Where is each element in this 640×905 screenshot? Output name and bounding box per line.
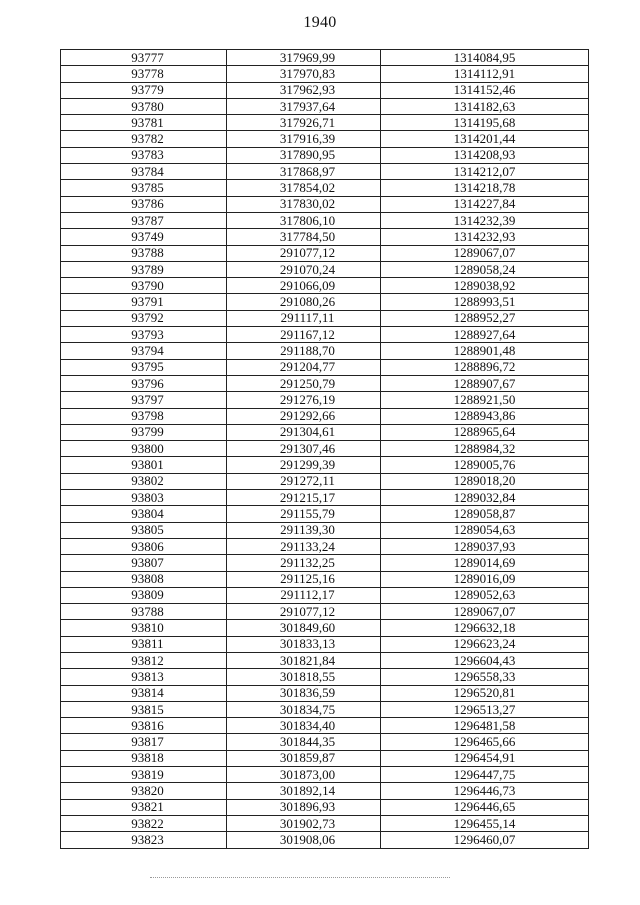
x-coordinate-cell: 291304,61	[227, 424, 381, 440]
y-coordinate-cell: 1289005,76	[381, 457, 589, 473]
table-row	[61, 490, 589, 506]
y-coordinate-cell: 1289032,84	[381, 490, 589, 506]
x-coordinate-cell: 291167,12	[227, 327, 381, 343]
point-number-cell: 93798	[61, 408, 227, 424]
point-number-cell: 93787	[61, 212, 227, 228]
table-row	[61, 82, 589, 98]
y-coordinate-cell: 1296446,65	[381, 799, 589, 815]
table-row	[61, 685, 589, 701]
table-row	[61, 343, 589, 359]
point-number-cell: 93788	[61, 604, 227, 620]
point-number-cell: 93783	[61, 147, 227, 163]
x-coordinate-cell: 301902,73	[227, 815, 381, 831]
point-number-cell: 93823	[61, 832, 227, 848]
y-coordinate-cell: 1314232,39	[381, 212, 589, 228]
table-row	[61, 261, 589, 277]
table-row	[61, 555, 589, 571]
y-coordinate-cell: 1288965,64	[381, 424, 589, 440]
x-coordinate-cell: 291133,24	[227, 538, 381, 554]
y-coordinate-cell: 1296447,75	[381, 767, 589, 783]
point-number-cell: 93777	[61, 50, 227, 66]
point-number-cell: 93808	[61, 571, 227, 587]
point-number-cell: 93799	[61, 424, 227, 440]
y-coordinate-cell: 1314232,93	[381, 229, 589, 245]
table-row	[61, 98, 589, 114]
table-row	[61, 245, 589, 261]
point-number-cell: 93814	[61, 685, 227, 701]
y-coordinate-cell: 1289018,20	[381, 473, 589, 489]
x-coordinate-cell: 301859,87	[227, 750, 381, 766]
x-coordinate-cell: 291070,24	[227, 261, 381, 277]
table-row	[61, 783, 589, 799]
x-coordinate-cell: 291117,11	[227, 310, 381, 326]
table-row	[61, 457, 589, 473]
y-coordinate-cell: 1314112,91	[381, 66, 589, 82]
y-coordinate-cell: 1288901,48	[381, 343, 589, 359]
point-number-cell: 93796	[61, 375, 227, 391]
x-coordinate-cell: 291250,79	[227, 375, 381, 391]
point-number-cell: 93822	[61, 815, 227, 831]
point-number-cell: 93788	[61, 245, 227, 261]
table-row	[61, 294, 589, 310]
point-number-cell: 93779	[61, 82, 227, 98]
x-coordinate-cell: 301834,75	[227, 701, 381, 717]
y-coordinate-cell: 1289067,07	[381, 604, 589, 620]
x-coordinate-cell: 317962,93	[227, 82, 381, 98]
table-row	[61, 538, 589, 554]
x-coordinate-cell: 291125,16	[227, 571, 381, 587]
point-number-cell: 93797	[61, 392, 227, 408]
y-coordinate-cell: 1296513,27	[381, 701, 589, 717]
y-coordinate-cell: 1314195,68	[381, 115, 589, 131]
x-coordinate-cell: 317937,64	[227, 98, 381, 114]
table-row	[61, 734, 589, 750]
y-coordinate-cell: 1314182,63	[381, 98, 589, 114]
y-coordinate-cell: 1289058,24	[381, 261, 589, 277]
point-number-cell: 93781	[61, 115, 227, 131]
y-coordinate-cell: 1314218,78	[381, 180, 589, 196]
y-coordinate-cell: 1296604,43	[381, 652, 589, 668]
y-coordinate-cell: 1288984,32	[381, 441, 589, 457]
x-coordinate-cell: 317890,95	[227, 147, 381, 163]
y-coordinate-cell: 1296558,33	[381, 669, 589, 685]
x-coordinate-cell: 301836,59	[227, 685, 381, 701]
y-coordinate-cell: 1288896,72	[381, 359, 589, 375]
x-coordinate-cell: 301908,06	[227, 832, 381, 848]
point-number-cell: 93789	[61, 261, 227, 277]
point-number-cell: 93805	[61, 522, 227, 538]
table-row	[61, 164, 589, 180]
point-number-cell: 93821	[61, 799, 227, 815]
y-coordinate-cell: 1288907,67	[381, 375, 589, 391]
table-row	[61, 767, 589, 783]
x-coordinate-cell: 291077,12	[227, 604, 381, 620]
y-coordinate-cell: 1314084,95	[381, 50, 589, 66]
point-number-cell: 93813	[61, 669, 227, 685]
y-coordinate-cell: 1296520,81	[381, 685, 589, 701]
table-row	[61, 310, 589, 326]
point-number-cell: 93785	[61, 180, 227, 196]
table-row	[61, 506, 589, 522]
point-number-cell: 93794	[61, 343, 227, 359]
y-coordinate-cell: 1296465,66	[381, 734, 589, 750]
table-row	[61, 473, 589, 489]
point-number-cell: 93790	[61, 278, 227, 294]
point-number-cell: 93810	[61, 620, 227, 636]
point-number-cell: 93804	[61, 506, 227, 522]
point-number-cell: 93786	[61, 196, 227, 212]
table-row	[61, 718, 589, 734]
table-row	[61, 652, 589, 668]
scan-artifact-line	[150, 877, 450, 878]
x-coordinate-cell: 301834,40	[227, 718, 381, 734]
table-row	[61, 587, 589, 603]
x-coordinate-cell: 291112,17	[227, 587, 381, 603]
y-coordinate-cell: 1296455,14	[381, 815, 589, 831]
y-coordinate-cell: 1289038,92	[381, 278, 589, 294]
x-coordinate-cell: 317830,02	[227, 196, 381, 212]
x-coordinate-cell: 301821,84	[227, 652, 381, 668]
point-number-cell: 93780	[61, 98, 227, 114]
x-coordinate-cell: 301873,00	[227, 767, 381, 783]
x-coordinate-cell: 317926,71	[227, 115, 381, 131]
y-coordinate-cell: 1314227,84	[381, 196, 589, 212]
table-row	[61, 620, 589, 636]
x-coordinate-cell: 291292,66	[227, 408, 381, 424]
y-coordinate-cell: 1296632,18	[381, 620, 589, 636]
table-row	[61, 701, 589, 717]
table-row	[61, 212, 589, 228]
table-row	[61, 375, 589, 391]
y-coordinate-cell: 1288921,50	[381, 392, 589, 408]
y-coordinate-cell: 1289052,63	[381, 587, 589, 603]
point-number-cell: 93800	[61, 441, 227, 457]
point-number-cell: 93806	[61, 538, 227, 554]
y-coordinate-cell: 1289014,69	[381, 555, 589, 571]
point-number-cell: 93807	[61, 555, 227, 571]
table-row	[61, 147, 589, 163]
table-row	[61, 424, 589, 440]
x-coordinate-cell: 301896,93	[227, 799, 381, 815]
table-row	[61, 180, 589, 196]
table-row	[61, 327, 589, 343]
point-number-cell: 93817	[61, 734, 227, 750]
point-number-cell: 93749	[61, 229, 227, 245]
x-coordinate-cell: 301892,14	[227, 783, 381, 799]
point-number-cell: 93802	[61, 473, 227, 489]
x-coordinate-cell: 291188,70	[227, 343, 381, 359]
x-coordinate-cell: 317854,02	[227, 180, 381, 196]
y-coordinate-cell: 1288943,86	[381, 408, 589, 424]
table-row	[61, 392, 589, 408]
point-number-cell: 93795	[61, 359, 227, 375]
y-coordinate-cell: 1296623,24	[381, 636, 589, 652]
point-number-cell: 93801	[61, 457, 227, 473]
x-coordinate-cell: 317970,83	[227, 66, 381, 82]
y-coordinate-cell: 1314152,46	[381, 82, 589, 98]
x-coordinate-cell: 291077,12	[227, 245, 381, 261]
x-coordinate-cell: 291299,39	[227, 457, 381, 473]
y-coordinate-cell: 1296460,07	[381, 832, 589, 848]
point-number-cell: 93820	[61, 783, 227, 799]
x-coordinate-cell: 291215,17	[227, 490, 381, 506]
table-row	[61, 66, 589, 82]
x-coordinate-cell: 291132,25	[227, 555, 381, 571]
x-coordinate-cell: 291276,19	[227, 392, 381, 408]
point-number-cell: 93816	[61, 718, 227, 734]
point-number-cell: 93784	[61, 164, 227, 180]
table-row	[61, 604, 589, 620]
x-coordinate-cell: 317868,97	[227, 164, 381, 180]
y-coordinate-cell: 1296454,91	[381, 750, 589, 766]
point-number-cell: 93803	[61, 490, 227, 506]
x-coordinate-cell: 317916,39	[227, 131, 381, 147]
table-row	[61, 750, 589, 766]
y-coordinate-cell: 1296481,58	[381, 718, 589, 734]
y-coordinate-cell: 1288993,51	[381, 294, 589, 310]
point-number-cell: 93793	[61, 327, 227, 343]
x-coordinate-cell: 291307,46	[227, 441, 381, 457]
x-coordinate-cell: 301849,60	[227, 620, 381, 636]
table-row	[61, 669, 589, 685]
table-row	[61, 196, 589, 212]
y-coordinate-cell: 1289037,93	[381, 538, 589, 554]
table-row	[61, 50, 589, 66]
y-coordinate-cell: 1288952,27	[381, 310, 589, 326]
coordinates-table-body	[61, 50, 589, 849]
point-number-cell: 93815	[61, 701, 227, 717]
y-coordinate-cell: 1314208,93	[381, 147, 589, 163]
page-number: 1940	[303, 14, 337, 31]
table-row	[61, 832, 589, 848]
table-row	[61, 441, 589, 457]
point-number-cell: 93811	[61, 636, 227, 652]
point-number-cell: 93809	[61, 587, 227, 603]
table-row	[61, 131, 589, 147]
x-coordinate-cell: 291155,79	[227, 506, 381, 522]
table-row	[61, 115, 589, 131]
x-coordinate-cell: 301818,55	[227, 669, 381, 685]
point-number-cell: 93819	[61, 767, 227, 783]
y-coordinate-cell: 1289054,63	[381, 522, 589, 538]
x-coordinate-cell: 317784,50	[227, 229, 381, 245]
table-row	[61, 636, 589, 652]
y-coordinate-cell: 1289067,07	[381, 245, 589, 261]
x-coordinate-cell: 291204,77	[227, 359, 381, 375]
table-row	[61, 408, 589, 424]
point-number-cell: 93818	[61, 750, 227, 766]
x-coordinate-cell: 291272,11	[227, 473, 381, 489]
x-coordinate-cell: 291066,09	[227, 278, 381, 294]
table-row	[61, 815, 589, 831]
table-row	[61, 571, 589, 587]
y-coordinate-cell: 1289016,09	[381, 571, 589, 587]
table-row	[61, 522, 589, 538]
point-number-cell: 93792	[61, 310, 227, 326]
y-coordinate-cell: 1289058,87	[381, 506, 589, 522]
point-number-cell: 93812	[61, 652, 227, 668]
y-coordinate-cell: 1296446,73	[381, 783, 589, 799]
table-row	[61, 799, 589, 815]
x-coordinate-cell: 301833,13	[227, 636, 381, 652]
x-coordinate-cell: 301844,35	[227, 734, 381, 750]
y-coordinate-cell: 1314201,44	[381, 131, 589, 147]
x-coordinate-cell: 317969,99	[227, 50, 381, 66]
coordinates-table	[60, 49, 589, 849]
point-number-cell: 93791	[61, 294, 227, 310]
table-row	[61, 278, 589, 294]
x-coordinate-cell: 317806,10	[227, 212, 381, 228]
table-row	[61, 229, 589, 245]
y-coordinate-cell: 1314212,07	[381, 164, 589, 180]
point-number-cell: 93782	[61, 131, 227, 147]
y-coordinate-cell: 1288927,64	[381, 327, 589, 343]
x-coordinate-cell: 291139,30	[227, 522, 381, 538]
table-row	[61, 359, 589, 375]
point-number-cell: 93778	[61, 66, 227, 82]
x-coordinate-cell: 291080,26	[227, 294, 381, 310]
